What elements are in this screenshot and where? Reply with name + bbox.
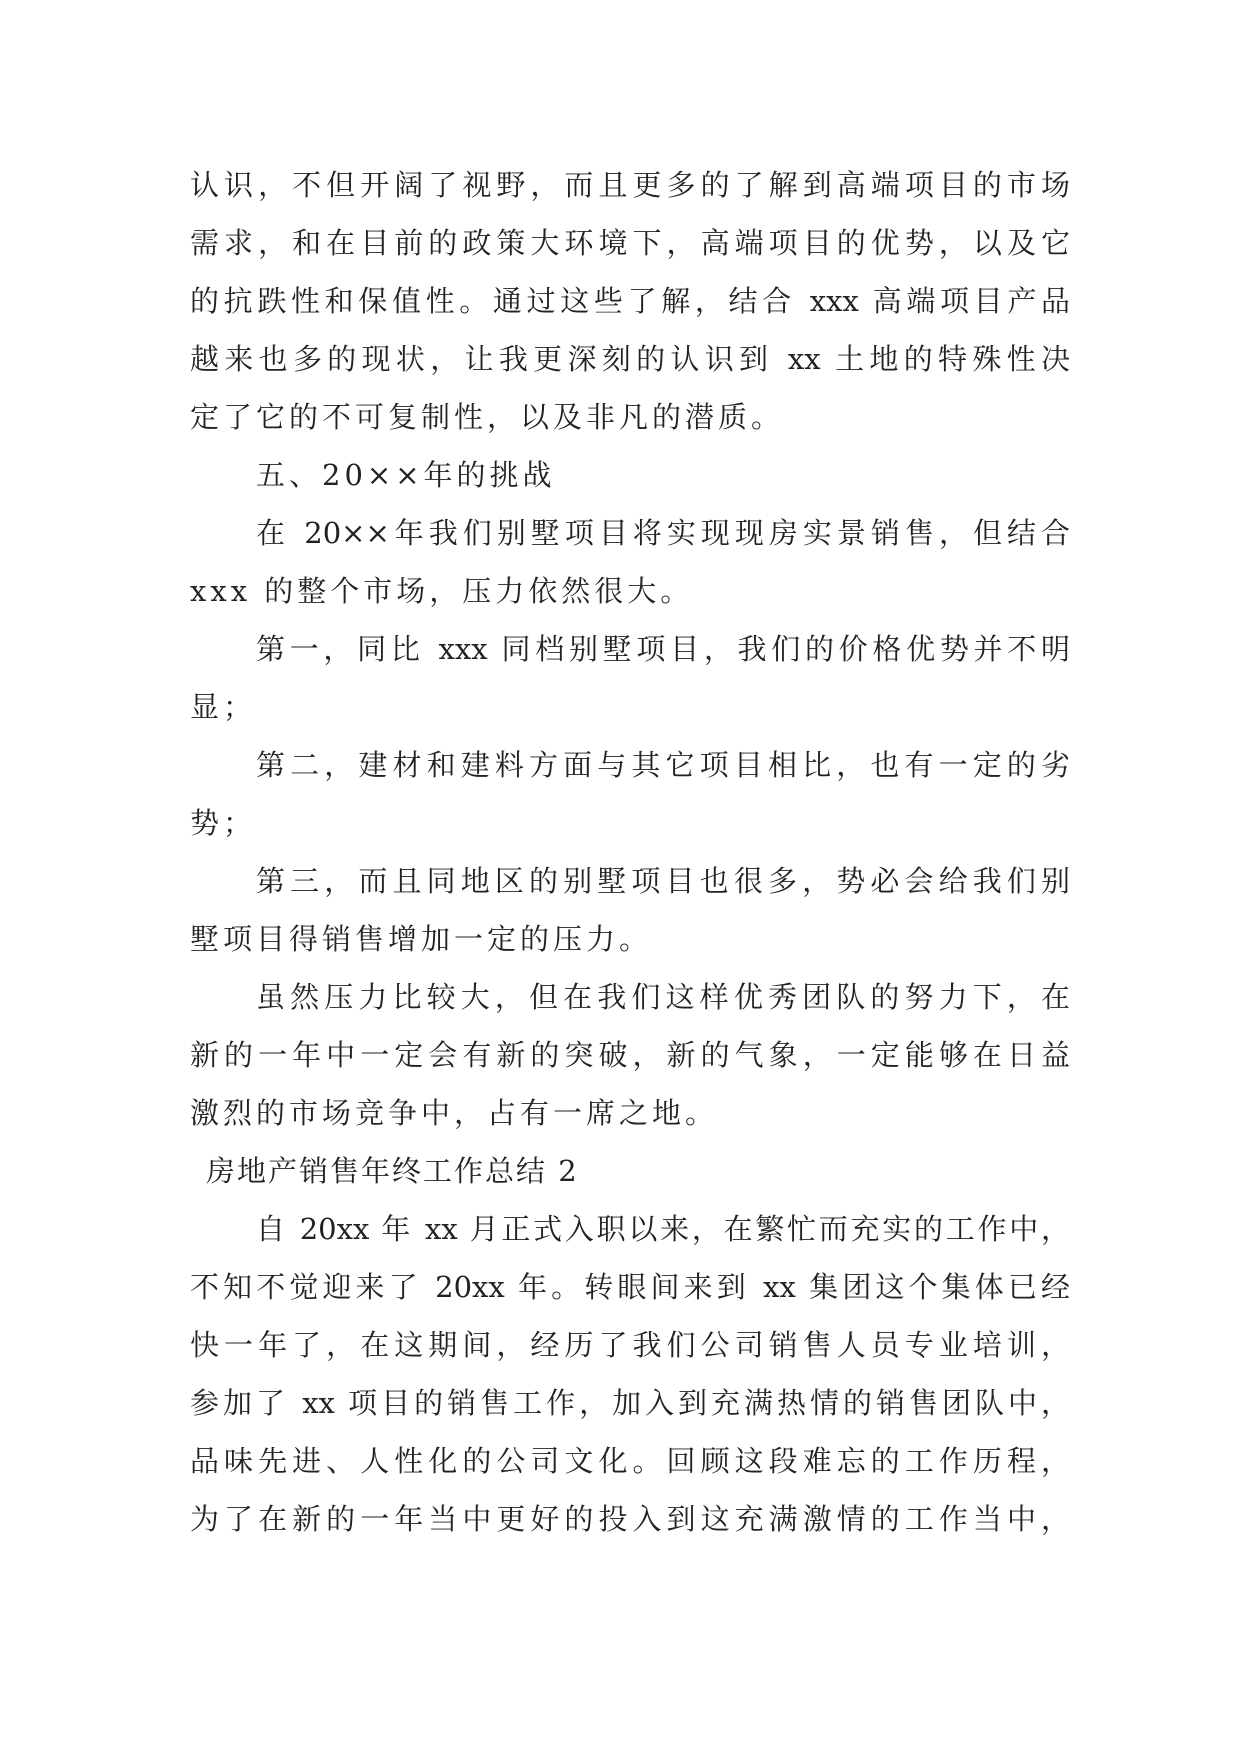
paragraph-line: 定了它的不可复制性，以及非凡的潜质。	[190, 400, 785, 434]
paragraph-line: 品味先进、人性化的公司文化。回顾这段难忘的工作历程，	[190, 1444, 1070, 1478]
paragraph-line: 墅项目得销售增加一定的压力。	[190, 922, 653, 956]
paragraph-line: 激烈的市场竞争中，占有一席之地。	[190, 1096, 719, 1130]
paragraph-line: 需求，和在目前的政策大环境下，高端项目的优势，以及它	[190, 226, 1070, 260]
paragraph-line: 参加了 xx 项目的销售工作，加入到充满热情的销售团队中，	[190, 1386, 1070, 1420]
paragraph-line: 势；	[190, 806, 257, 840]
paragraph-line: 的抗跌性和保值性。通过这些了解，结合 xxx 高端项目产品	[190, 284, 1070, 318]
paragraph-line: 快一年了，在这期间，经历了我们公司销售人员专业培训，	[190, 1328, 1070, 1362]
paragraph-line: 虽然压力比较大，但在我们这样优秀团队的努力下，在	[256, 980, 1070, 1014]
paragraph-line: 显；	[190, 690, 257, 724]
document-title: 房地产销售年终工作总结 2	[206, 1154, 579, 1188]
section-heading: 五、20××年的挑战	[256, 458, 556, 492]
paragraph-line: 为了在新的一年当中更好的投入到这充满激情的工作当中，	[190, 1502, 1070, 1536]
paragraph-line: 自 20xx 年 xx 月正式入职以来，在繁忙而充实的工作中，	[256, 1212, 1070, 1246]
paragraph-line: 第一，同比 xxx 同档别墅项目，我们的价格优势并不明	[256, 632, 1070, 666]
paragraph-line: 新的一年中一定会有新的突破，新的气象，一定能够在日益	[190, 1038, 1070, 1072]
paragraph-line: 不知不觉迎来了 20xx 年。转眼间来到 xx 集团这个集体已经	[190, 1270, 1070, 1304]
paragraph-line: 认识，不但开阔了视野，而且更多的了解到高端项目的市场	[190, 168, 1070, 202]
paragraph-line: xxx 的整个市场，压力依然很大。	[190, 574, 694, 608]
paragraph-line: 越来也多的现状，让我更深刻的认识到 xx 土地的特殊性决	[190, 342, 1070, 376]
paragraph-line: 第二，建材和建料方面与其它项目相比，也有一定的劣	[256, 748, 1070, 782]
paragraph-line: 在 20××年我们别墅项目将实现现房实景销售，但结合	[256, 516, 1070, 550]
paragraph-line: 第三，而且同地区的别墅项目也很多，势必会给我们别	[256, 864, 1070, 898]
